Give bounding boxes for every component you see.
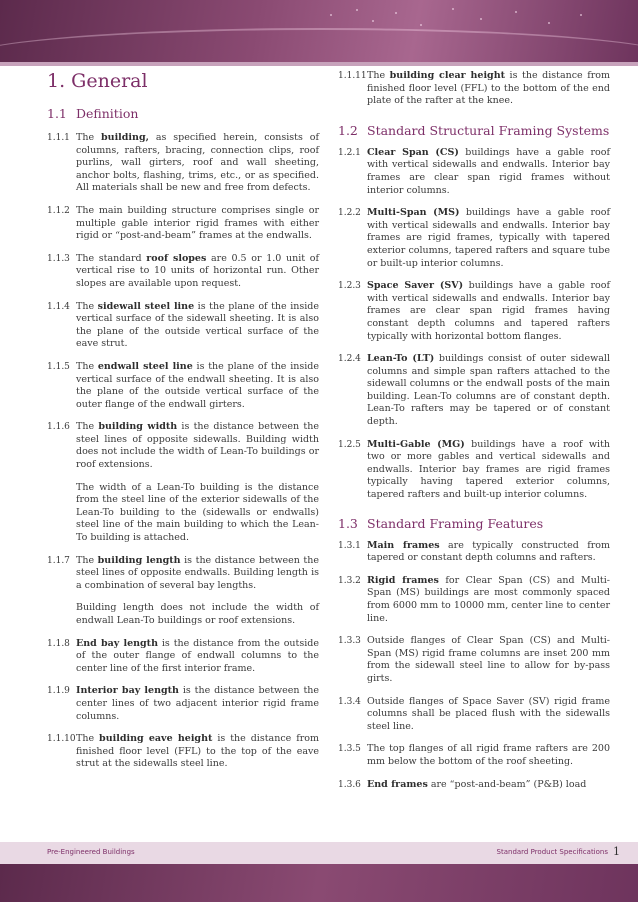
numbered-paragraph	[47, 482, 319, 545]
paragraph-number: 1.1.4	[47, 301, 70, 312]
paragraph-text	[367, 353, 610, 429]
defined-term: building clear height	[389, 70, 505, 81]
paragraph-number: 1.3.4	[338, 696, 361, 707]
text-run: Building length does not include the width of endwall Lean-To buildings or roof extensions.	[76, 602, 319, 626]
numbered-paragraph	[47, 253, 319, 291]
paragraph-text	[76, 421, 319, 471]
text-run: The	[76, 300, 98, 312]
header-underline	[0, 62, 638, 66]
header-banner	[0, 0, 638, 62]
text-run: The	[76, 421, 99, 433]
paragraph-number: 1.1.8	[47, 638, 70, 649]
paragraph-text	[367, 540, 610, 565]
numbered-paragraph	[338, 280, 610, 343]
defined-term: Lean-To (LT)	[367, 353, 435, 365]
paragraph-text	[367, 575, 610, 625]
right-column	[338, 68, 610, 791]
defined-term: Multi-Span (MS)	[367, 207, 460, 219]
text-run: buildings have a roof with two or more gables and vertical sidewalls and endwalls. Interior bay frames are rigid frames typically having tapered exterior columns, tapered rafters and built-up interior columns.	[367, 438, 611, 501]
numbered-paragraph	[338, 540, 610, 565]
paragraph-text	[76, 555, 319, 593]
banner-sparkle	[480, 18, 482, 20]
text-run: buildings have a gable roof with vertical sidewalls and endwalls. Interior bay frames are rigid frames, typically with tapered exterior columns, tapered rafters and square tube or built-up interior columns.	[367, 207, 610, 269]
numbered-paragraph	[47, 421, 319, 471]
definition-list	[47, 132, 319, 771]
paragraph-number: 1.3.1	[338, 540, 361, 551]
defined-term: roof slopes	[146, 252, 207, 264]
numbered-paragraph	[338, 696, 610, 734]
numbered-paragraph	[47, 132, 319, 195]
banner-sparkle	[580, 14, 582, 16]
defined-term: Clear Span (CS)	[367, 146, 459, 158]
paragraph-number: 1.2.3	[338, 281, 361, 292]
numbered-paragraph	[338, 575, 610, 625]
text-run: are typically constructed from tapered or constant depth columns and rafters.	[367, 539, 610, 564]
paragraph-text	[367, 147, 610, 197]
text-run: is the distance from the outside of the outer flange of endwall columns to the center line of the first interior frame.	[76, 637, 319, 674]
defined-term: building width	[98, 421, 178, 433]
paragraph-number: 1.1.6	[47, 422, 70, 433]
banner-sparkle	[395, 12, 397, 14]
text-run: The	[367, 70, 390, 81]
subsection-title: Definition	[76, 106, 139, 121]
subsection-number: 1.2	[338, 122, 358, 138]
numbered-paragraph	[338, 439, 610, 502]
numbered-paragraph	[338, 743, 610, 768]
defined-term: building length	[97, 554, 181, 566]
defined-term: Rigid frames	[367, 574, 439, 586]
banner-sparkle	[330, 14, 332, 16]
framing-features-list	[338, 540, 610, 792]
paragraph-text	[76, 132, 319, 195]
subsection-heading-1-3	[338, 516, 610, 531]
framing-systems-list	[338, 147, 610, 502]
defined-term: building,	[101, 132, 149, 143]
defined-term: endwall steel line	[97, 360, 193, 372]
paragraph-number: 1.3.6	[338, 779, 361, 790]
paragraph-number: 1.3.5	[338, 744, 361, 755]
numbered-paragraph	[47, 733, 319, 771]
paragraph-number: 1.1.11	[338, 71, 367, 81]
paragraph-number: 1.1.5	[47, 361, 70, 372]
text-run: The width of a Lean-To building is the distance from the steel line of the exterior sidewalls of the Lean-To building to the (sidewalls or endwalls) steel line of the main building to which the Lean-To building is attached.	[76, 481, 319, 544]
text-run: are 0.5 or 1.0 unit of vertical rise to 10 units of horizontal run. Other slopes are available upon request.	[76, 252, 319, 289]
subsection-number: 1.1	[47, 106, 67, 121]
paragraph-text	[76, 638, 319, 676]
paragraph-text	[367, 635, 610, 685]
paragraph-text	[76, 253, 319, 291]
banner-sparkle	[452, 8, 454, 10]
text-run: for Clear Span (CS) and Multi-Span (MS) buildings are most commonly spaced from 6000 mm to 10000 mm, center line to center line.	[367, 574, 610, 624]
text-run: The	[76, 360, 98, 372]
numbered-paragraph	[338, 70, 610, 108]
numbered-paragraph	[338, 779, 610, 792]
text-run: is the distance between the steel lines of opposite sidewalls. Building width does not include the width of Lean-To buildings or roof extensions.	[76, 421, 319, 471]
paragraph-text	[367, 439, 610, 502]
text-run: is the distance between the steel lines of opposite endwalls. Building length is a combination of several bay lengths.	[76, 554, 319, 591]
paragraph-number: 1.3.2	[338, 575, 361, 586]
subsection-title: Standard Framing Features	[367, 515, 544, 531]
banner-sparkle	[356, 9, 358, 11]
defined-term: Space Saver (SV)	[367, 280, 464, 292]
text-run: Outside flanges of Space Saver (SV) rigid frame columns shall be placed flush with the sidewalls steel line.	[367, 695, 610, 732]
paragraph-number: 1.1.3	[47, 253, 70, 264]
paragraph-text	[367, 743, 610, 768]
defined-term: building eave height	[99, 733, 213, 745]
paragraph-text	[367, 779, 610, 792]
footer-banner	[0, 864, 638, 902]
defined-term: Multi-Gable (MG)	[367, 438, 465, 450]
paragraph-text	[367, 696, 610, 734]
subsection-title: Standard Structural Framing Systems	[367, 122, 610, 138]
numbered-paragraph	[47, 685, 319, 723]
text-run: buildings have a gable roof with vertical sidewalls and endwalls. Interior bay frames are clear span rigid frames having constant depth columns and tapered rafters typically with horizontal bottom flanges.	[367, 280, 610, 342]
defined-term: Main frames	[367, 539, 440, 551]
text-run: The main building structure comprises single or multiple gable interior rigid frames with either rigid or “post-and-beam” frames at the endwalls.	[76, 204, 319, 242]
page-footer	[0, 842, 638, 864]
paragraph-text	[76, 685, 319, 723]
text-run: is the distance from finished floor level (FFL) to the bottom of the end plate of the rafter at the knee.	[367, 70, 611, 107]
numbered-paragraph	[47, 555, 319, 593]
numbered-paragraph	[338, 207, 610, 270]
paragraph-number: 1.1.9	[47, 686, 70, 697]
paragraph-text	[367, 207, 610, 270]
subsection-heading-1-1	[47, 106, 319, 121]
paragraph-text	[76, 733, 319, 771]
text-run: Outside flanges of Clear Span (CS) and Multi-Span (MS) rigid frame columns are inset 200 mm from the sidewall steel line to allow for by-pass girts.	[367, 635, 610, 684]
text-run: is the distance from finished floor level (FFL) to the top of the eave strut at the sidewalls steel line.	[76, 733, 319, 770]
paragraph-number: 1.3.3	[338, 636, 361, 647]
paragraph-number: 1.1.10	[47, 734, 76, 745]
text-run: buildings have a gable roof with vertical sidewalls and endwalls. Interior bay frames are clear span rigid frames without interior columns.	[367, 146, 610, 196]
paragraph-number: 1.1.7	[47, 555, 70, 566]
text-run: are “post-and-beam” (P&B) load	[427, 778, 587, 790]
numbered-paragraph	[47, 301, 319, 351]
paragraph-text	[76, 482, 319, 545]
subsection-number: 1.3	[338, 515, 358, 531]
text-run: as specified herein, consists of columns, rafters, bracing, connection clips, roof purlins, wall girters, roof and wall sheeting, anchor bolts, flashing, trims, etc., or as specified. All materials shall be new and free from defects.	[76, 132, 319, 194]
paragraph-text	[76, 205, 319, 243]
text-run: is the plane of the inside vertical surface of the endwall sheeting. It is also the plane of the outside vertical surface of the outer flange of the endwall girters.	[76, 360, 319, 410]
text-run: The	[76, 733, 100, 745]
footer-section-title: Standard Product Specifications	[496, 848, 608, 856]
banner-sparkle	[372, 20, 374, 22]
paragraph-number: 1.2.4	[338, 354, 361, 365]
defined-term: End bay length	[76, 637, 158, 649]
footer-document-title: Pre-Engineered Buildings	[47, 848, 135, 856]
text-run: The top flanges of all rigid frame rafters are 200 mm below the bottom of the roof sheeting.	[367, 743, 610, 767]
paragraph-text	[367, 70, 610, 108]
paragraph-text	[76, 301, 319, 351]
text-run: The	[76, 132, 102, 143]
numbered-paragraph	[338, 147, 610, 197]
numbered-paragraph	[47, 205, 319, 243]
banner-sparkle	[420, 24, 422, 26]
paragraph-number: 1.2.5	[338, 439, 361, 450]
paragraph-text	[367, 280, 610, 343]
defined-term: Interior bay length	[76, 685, 179, 697]
text-run: The	[76, 554, 98, 566]
banner-wave-decoration	[0, 28, 638, 62]
defined-term: End frames	[367, 778, 428, 790]
paragraph-text	[76, 602, 319, 627]
paragraph-number: 1.2.1	[338, 147, 361, 158]
paragraph-number: 1.1.1	[47, 133, 70, 143]
page-number: 1	[613, 845, 620, 858]
paragraph-text	[76, 361, 319, 411]
text-run: buildings consist of outer sidewall columns and simple span rafters attached to the sidewall columns or the endwall posts of the main building. Lean-To columns are of constant depth. Lean-To rafters may be tapered or of constant depth.	[367, 353, 610, 428]
text-run: is the plane of the inside vertical surface of the sidewall sheeting. It is also the plane of the outside vertical surface of the eave strut.	[76, 300, 319, 350]
left-column	[47, 68, 319, 771]
defined-term: sidewall steel line	[97, 300, 195, 312]
paragraph-number: 1.1.2	[47, 205, 70, 216]
numbered-paragraph	[338, 635, 610, 685]
paragraph-number: 1.2.2	[338, 208, 361, 219]
banner-sparkle	[515, 11, 517, 13]
subsection-heading-1-2	[338, 123, 610, 138]
definition-list-continued	[338, 70, 610, 108]
section-title: 1. General	[47, 70, 148, 92]
numbered-paragraph	[47, 602, 319, 627]
text-run: The standard	[76, 252, 147, 264]
numbered-paragraph	[338, 353, 610, 429]
numbered-paragraph	[47, 361, 319, 411]
text-run: is the distance between the center lines of two adjacent interior rigid frame columns.	[76, 685, 320, 722]
numbered-paragraph	[47, 638, 319, 676]
banner-sparkle	[548, 22, 550, 24]
